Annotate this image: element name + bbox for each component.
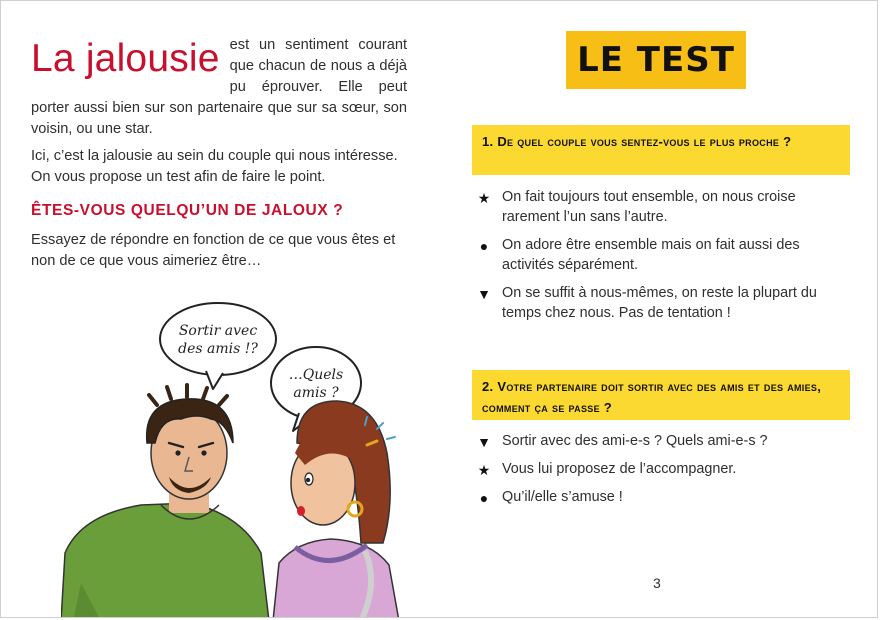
headline: La jalousie [31,37,220,80]
paragraph-3: Essayez de répondre en fonction de ce que vous êtes et non de ce que vous aimeriez être… [31,232,396,269]
answer-text: Sortir avec des ami-e-s ? Quels ami-e-s ? [502,433,768,449]
answer-item [476,235,848,275]
star-icon: ★ [477,462,491,478]
couple-illustration [61,293,421,618]
answer-text: Qu’il/elle s’amuse ! [502,489,623,505]
answer-item [476,431,848,451]
answer-item [476,459,848,479]
bubble-2-line-1: …Quels [288,367,344,383]
answer-item [476,487,848,507]
question-1-answers [476,187,848,331]
bubble-2-line-2: amis ? [293,385,339,401]
question-2-bar: 2. Votre partenaire doit sortir avec des amis et des amies, comment ça se passe ? [472,370,850,420]
question-heading: ÊTES-VOUS QUELQU’UN DE JALOUX ? [31,202,344,219]
speech-bubble-left [160,303,276,389]
bubble-1-line-1: Sortir avec [178,323,258,339]
bubble-1-line-2: des amis !? [178,341,258,357]
star-icon: ★ [477,190,491,206]
triangle-down-icon: ▼ [477,434,491,450]
test-title: LE TEST [577,40,735,80]
answer-item [476,187,848,227]
test-title-box [566,31,746,89]
answer-item [476,283,848,323]
page-number: 3 [653,575,661,591]
intro-text: est un sentiment courant que chacun de nous a déjà pu éprouver. Elle peut porter aussi bien sur son partenaire que sur sa sœur, son voisin, ou une star. [31,37,407,137]
intro-paragraph [31,35,407,140]
triangle-down-icon: ▼ [477,286,491,302]
circle-icon: ● [479,238,489,254]
answer-text: Vous lui proposez de l’accompagner. [502,461,737,477]
question-2-answers [476,431,848,515]
woman-figure [273,401,399,618]
circle-icon: ● [479,490,489,506]
answer-text: On fait toujours tout ensemble, on nous croise rarement l’un sans l’autre. [502,189,796,225]
left-page [31,35,407,272]
man-figure [61,385,269,618]
paragraph-2: Ici, c’est la jalousie au sein du couple qui nous intéresse. On vous propose un test afin de faire le point. [31,148,398,185]
answer-text: On se suffit à nous-mêmes, on reste la plupart du temps chez nous. Pas de tentation ! [502,285,817,321]
answer-text: On adore être ensemble mais on fait aussi des activités séparément. [502,237,800,273]
question-1-bar: 1. De quel couple vous sentez-vous le plus proche ? [472,125,850,175]
